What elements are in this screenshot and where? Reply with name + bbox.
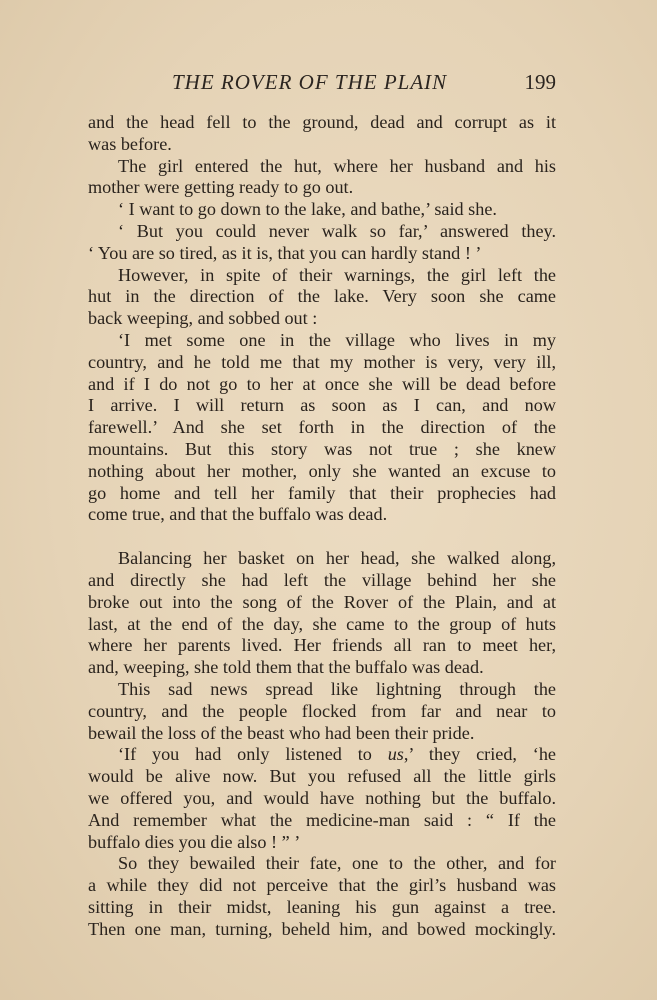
text-line: However, in spite of their warnings, the girl left the xyxy=(118,264,556,285)
text-line: and the head fell to the ground, dead and corrupt as it xyxy=(88,112,556,132)
text-line: and if I do not go to her at once she will be dead before xyxy=(88,373,556,394)
text-line: bewail the loss of the beast who had been their pride. xyxy=(88,722,475,743)
paragraph-3 xyxy=(88,199,556,221)
paragraph-10 xyxy=(88,853,556,940)
text-line: farewell.’ And she set forth in the direction of the xyxy=(88,417,556,438)
text-line: would be alive now. But you refused all the little girls xyxy=(88,766,556,787)
text-line: ‘ But you could never walk so far,’ answered they. xyxy=(118,220,556,241)
text-line: ‘ You are so tired, as it is, that you can hardly stand ! ’ xyxy=(88,242,482,263)
text-line: buffalo dies you die also ! ” ’ xyxy=(88,831,301,852)
text-line: where her parents lived. Her friends all ran to meet her, xyxy=(88,635,556,656)
text-line: Then one man, turning, beheld him, and bowed mockingly. xyxy=(88,918,556,939)
paragraph-1 xyxy=(88,112,556,156)
paragraph-6 xyxy=(88,330,556,526)
text-line: come true, and that the buffalo was dead. xyxy=(88,504,388,525)
text-line: sitting in their midst, leaning his gun against a tree. xyxy=(88,896,556,917)
page-number: 199 xyxy=(524,70,556,94)
emphasis-us: us xyxy=(387,744,404,765)
text-line: country, and the people flocked from far and near to xyxy=(88,700,556,721)
text-line: So they bewailed their fate, one to the other, and for xyxy=(118,853,556,874)
paragraph-5 xyxy=(88,265,556,330)
text-line: mountains. But this story was not true ; she knew xyxy=(88,438,556,459)
text-line: The girl entered the hut, where her husband and his xyxy=(118,155,556,176)
text-line: broke out into the song of the Rover of the Plain, and at xyxy=(88,591,556,612)
running-head xyxy=(88,70,556,98)
text-line: we offered you, and would have nothing but the buffalo. xyxy=(88,787,556,808)
paragraph-4 xyxy=(88,221,556,265)
text-line: ‘I met some one in the village who lives in my xyxy=(118,329,556,350)
text-line: I arrive. I will return as soon as I can, and now xyxy=(88,395,556,416)
text-line: And remember what the medicine-man said : “ If the xyxy=(88,809,556,830)
text-line: This sad news spread like lightning through the xyxy=(118,678,556,699)
text-line: was before. xyxy=(88,133,172,154)
text-line: hut in the direction of the lake. Very soon she came xyxy=(88,286,556,307)
text-line: Balancing her basket on her head, she walked along, xyxy=(118,548,556,569)
text-line: country, and he told me that my mother is very, very ill, xyxy=(88,351,556,372)
text-line: mother were getting ready to go out. xyxy=(88,177,354,198)
text-fragment: ,’ they cried, ‘he xyxy=(403,744,557,765)
paragraph-7 xyxy=(88,548,556,679)
text-line: last, at the end of the day, she came to the group of huts xyxy=(88,613,556,634)
text-line xyxy=(88,744,556,766)
running-title: THE ROVER OF THE PLAIN xyxy=(172,70,448,94)
text-line: nothing about her mother, only she wanted an excuse to xyxy=(88,460,556,481)
text-line: and directly she had left the village behind her she xyxy=(88,569,556,590)
text-line: and, weeping, she told them that the buffalo was dead. xyxy=(88,657,484,678)
paragraph-2 xyxy=(88,156,556,200)
section-break xyxy=(88,526,556,548)
paragraph-9 xyxy=(88,744,556,853)
paragraph-8 xyxy=(88,679,556,744)
text-line: ‘ I want to go down to the lake, and bathe,’ said she. xyxy=(118,199,497,220)
text-line: a while they did not perceive that the girl’s husband was xyxy=(88,875,556,896)
text-line: go home and tell her family that their prophecies had xyxy=(88,482,556,503)
text-fragment: ‘If you had only listened to xyxy=(118,744,388,765)
body-text xyxy=(88,112,556,940)
text-line: back weeping, and sobbed out : xyxy=(88,308,318,329)
